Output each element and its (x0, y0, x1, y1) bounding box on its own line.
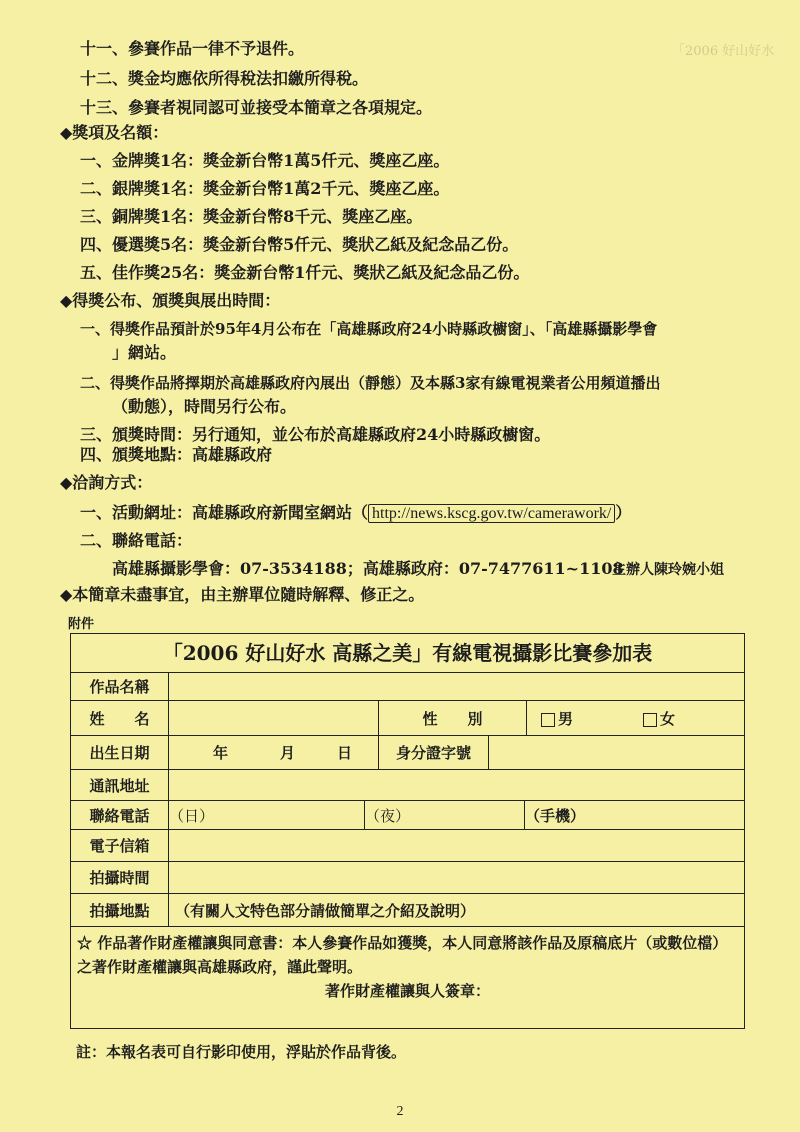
form-title: 「2006 好山好水 高縣之美」有線電視攝影比賽參加表 (71, 634, 744, 673)
contact-phones: 高雄縣攝影學會：07-3534188；高雄縣政府：07-7477611~1108 (112, 559, 624, 578)
address-field[interactable] (169, 770, 746, 800)
announce-item-2b: （動態），時間另行公布。 (112, 397, 297, 416)
website-label: 一、活動網址：高雄縣政府新聞室網站（ (80, 503, 369, 522)
award-item: 一、金牌獎1名：獎金新台幣1萬5仟元、獎座乙座。 (80, 151, 450, 170)
female-option[interactable] (643, 708, 675, 729)
form-row-work-name (71, 672, 744, 701)
form-row-address (71, 770, 744, 801)
name-label: 姓 名 (71, 701, 169, 735)
show-through-text: 「2006 好山好水 (672, 44, 775, 59)
contact-phone-label: 二、聯絡電話： (80, 531, 193, 550)
gender-options (527, 701, 746, 735)
awards-heading: ◆獎項及名額： (60, 123, 169, 142)
phone-label: 聯絡電話 (71, 801, 169, 829)
day-label: 日 (337, 744, 353, 762)
form-row-phone (71, 801, 744, 830)
page-number: 2 (396, 1104, 404, 1119)
website-link[interactable]: http://news.kscg.gov.tw/camerawork/ (368, 504, 615, 523)
form-row-shoot-place (71, 894, 744, 927)
website-end: ） (615, 503, 632, 522)
announce-item-4: 四、頒獎地點：高雄縣政府 (80, 445, 273, 464)
email-label: 電子信箱 (71, 830, 169, 861)
form-note: 註：本報名表可自行影印使用，浮貼於作品背後。 (76, 1043, 407, 1061)
contact-heading: ◆洽詢方式： (60, 473, 153, 492)
announce-heading: ◆得獎公布、頒獎與展出時間： (60, 291, 281, 310)
announce-item-1b: 」網站。 (112, 343, 177, 362)
shoot-time-label: 拍攝時間 (71, 862, 169, 893)
month-label: 月 (280, 744, 296, 762)
rule-11: 十一、參賽作品一律不予退件。 (80, 39, 305, 58)
award-item: 三、銅牌獎1名：獎金新台幣8千元、獎座乙座。 (80, 207, 423, 226)
address-label: 通訊地址 (71, 770, 169, 800)
shoot-time-field[interactable] (169, 862, 746, 893)
form-row-email (71, 830, 744, 862)
day-phone-field[interactable] (169, 801, 365, 829)
gender-label: 性 別 (379, 701, 527, 735)
announce-item-2a: 二、得獎作品將擇期於高雄縣政府內展出（靜態）及本縣3家有線電視業者公用頻道播出 (80, 374, 661, 392)
announce-item-1a: 一、得獎作品預計於95年4月公布在「高雄縣政府24小時縣政櫥窗」、「高雄縣攝影學會 (80, 320, 658, 338)
birth-field[interactable] (169, 736, 379, 769)
male-option[interactable] (541, 708, 573, 729)
closing-note: ◆本簡章未盡事宜，由主辦單位隨時解釋、修正之。 (60, 585, 425, 604)
shoot-place-label: 拍攝地點 (71, 894, 169, 926)
form-row-shoot-time (71, 862, 744, 894)
entry-form (70, 633, 745, 1029)
award-item: 二、銀牌獎1名：獎金新台幣1萬2千元、獎座乙座。 (80, 179, 450, 198)
mobile-label: （手機） (525, 806, 586, 825)
work-name-label: 作品名稱 (71, 672, 169, 700)
male-checkbox[interactable] (541, 713, 555, 727)
female-checkbox[interactable] (643, 713, 657, 727)
award-item: 五、佳作獎25名：獎金新台幣1仟元、獎狀乙紙及紀念品乙份。 (80, 263, 530, 282)
announce-item-3: 三、頒獎時間：另行通知，並公布於高雄縣政府24小時縣政櫥窗。 (80, 425, 551, 444)
female-label: 女 (660, 709, 676, 728)
signature-line: 著作財產權讓與人簽章： (324, 982, 490, 1000)
id-label: 身分證字號 (379, 736, 489, 769)
birth-label: 出生日期 (71, 736, 169, 769)
rule-13: 十三、參賽者視同認可並接受本簡章之各項規定。 (80, 98, 433, 117)
shoot-place-hint: （有關人文特色部分請做簡單之介紹及說明） (175, 901, 476, 920)
appendix-label: 附件 (68, 617, 95, 632)
email-field[interactable] (169, 830, 746, 861)
night-phone-label: （夜） (365, 806, 411, 825)
year-label: 年 (213, 744, 229, 762)
day-phone-label: （日） (169, 806, 215, 825)
form-row-birth (71, 736, 744, 770)
award-item: 四、優選獎5名：獎金新台幣5仟元、獎狀乙紙及紀念品乙份。 (80, 235, 519, 254)
copyright-statement: ☆ 作品著作財產權讓與同意書：本人參賽作品如獲獎，本人同意將該作品及原稿底片（或數位檔）之著作財產權讓與高雄縣政府，謹此聲明。 (77, 934, 728, 976)
shoot-place-field[interactable] (169, 894, 746, 926)
rule-12: 十二、獎金均應依所得稅法扣繳所得稅。 (80, 69, 369, 88)
male-label: 男 (558, 709, 574, 728)
contact-website (80, 502, 631, 525)
work-name-field[interactable] (169, 672, 746, 700)
night-phone-field[interactable] (365, 801, 525, 829)
mobile-field[interactable] (525, 801, 746, 829)
form-row-name (71, 701, 744, 736)
name-field[interactable] (169, 701, 379, 735)
contact-person: 主辦人陳玲婉小姐 (612, 562, 724, 578)
id-field[interactable] (489, 736, 746, 769)
